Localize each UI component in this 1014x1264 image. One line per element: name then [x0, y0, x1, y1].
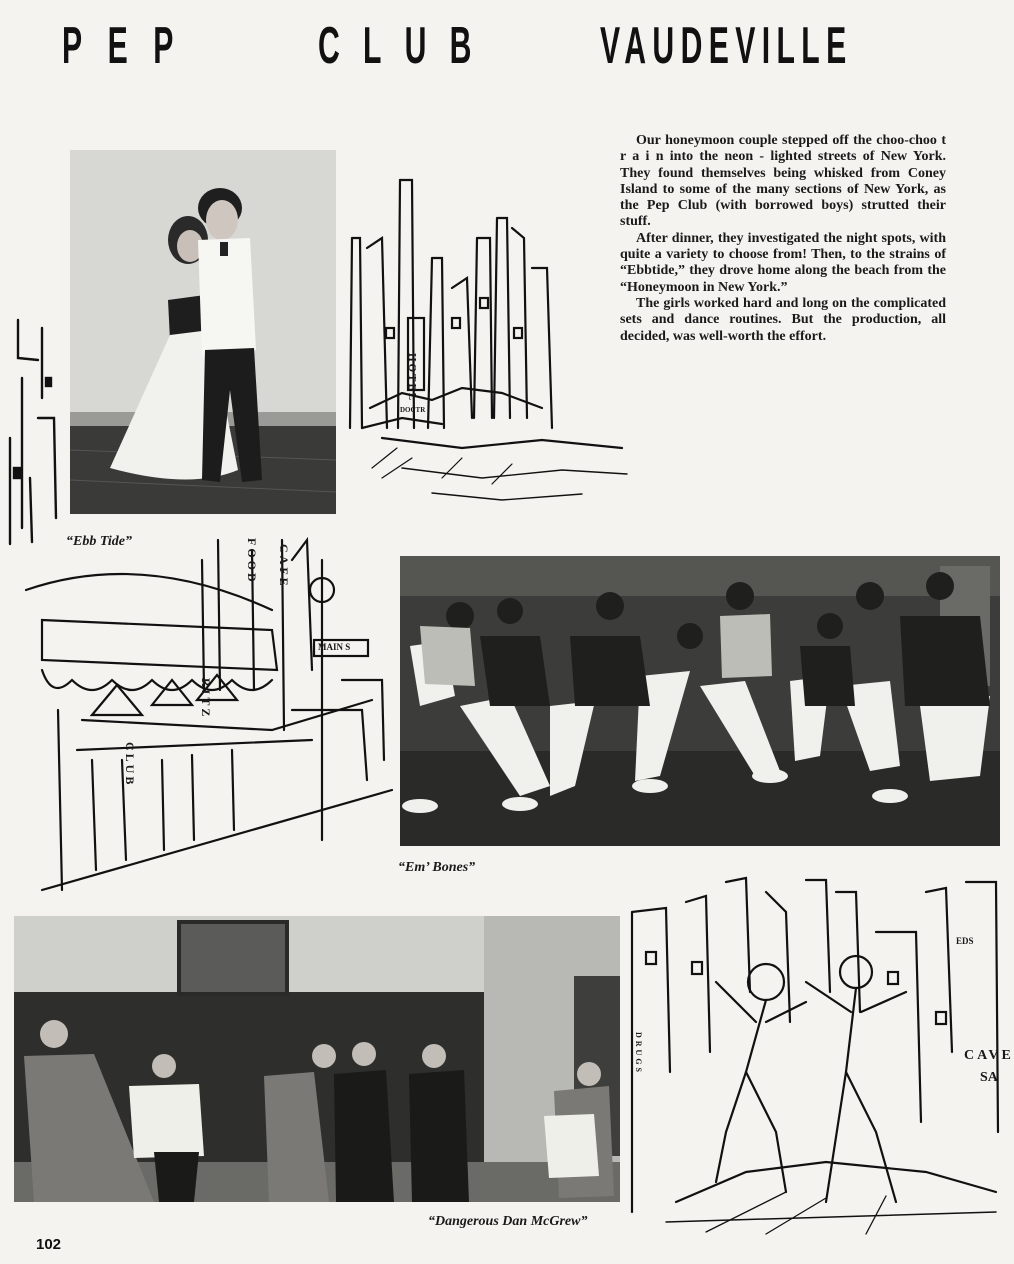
story-text	[620, 133, 946, 345]
photo-dangerous-dan-mcgrew	[14, 916, 620, 1202]
sign-cafe: CAFE	[277, 544, 291, 589]
sign-club: CLUB	[123, 742, 137, 788]
sign-ritz: RITZ	[199, 678, 213, 720]
sign-doctor: DOCTR	[400, 406, 426, 414]
sign-eds: EDS	[956, 936, 974, 946]
story-paragraph: After dinner, they investigated the night spots, with quite a variety to choose from! Then, to the strains of “Ebbtide,” they drove home along the beach from the “Honeymoon in New York.”	[620, 230, 946, 295]
title-word-pep: PEP	[62, 17, 199, 75]
story-paragraph: The girls worked hard and long on the complicated sets and dance routines. But the production, all decided, was well-worth the effort.	[620, 295, 946, 344]
sketch-left-edge-lines	[8, 318, 64, 548]
sign-drugs: DRUGS	[634, 1032, 643, 1076]
title-word-vaudeville: VAUDEVILLE	[600, 17, 853, 75]
sign-cave: CAVE	[964, 1048, 1014, 1063]
photo-em-bones-dancers	[400, 556, 1000, 846]
sketch-skyline-hotel	[342, 178, 632, 514]
sketch-street-club-ritz	[22, 530, 400, 905]
sign-food: FOOD	[245, 538, 259, 585]
sign-sa: SA	[980, 1070, 998, 1085]
title-word-club: CLUB	[318, 17, 495, 75]
story-paragraph: Our honeymoon couple stepped off the choo-choo t r a i n into the neon - lighted streets of New York. They found themselves being whisked from Coney Island to some of the many sections of New York, as the Pep Club (with borrowed boys) strutted their stuff.	[620, 133, 946, 230]
photo-ebb-tide-couple	[70, 150, 336, 514]
caption-em-bones: “Em’ Bones”	[398, 860, 476, 875]
sign-hotel: HOTEL	[406, 353, 418, 403]
caption-dangerous-dan-mcgrew: “Dangerous Dan McGrew”	[428, 1214, 588, 1229]
sign-main-street: MAIN S	[318, 642, 351, 652]
sketch-dan-mcgrew-figures	[626, 872, 1014, 1242]
caption-ebb-tide: “Ebb Tide”	[66, 534, 132, 549]
page-number: 102	[36, 1236, 62, 1253]
